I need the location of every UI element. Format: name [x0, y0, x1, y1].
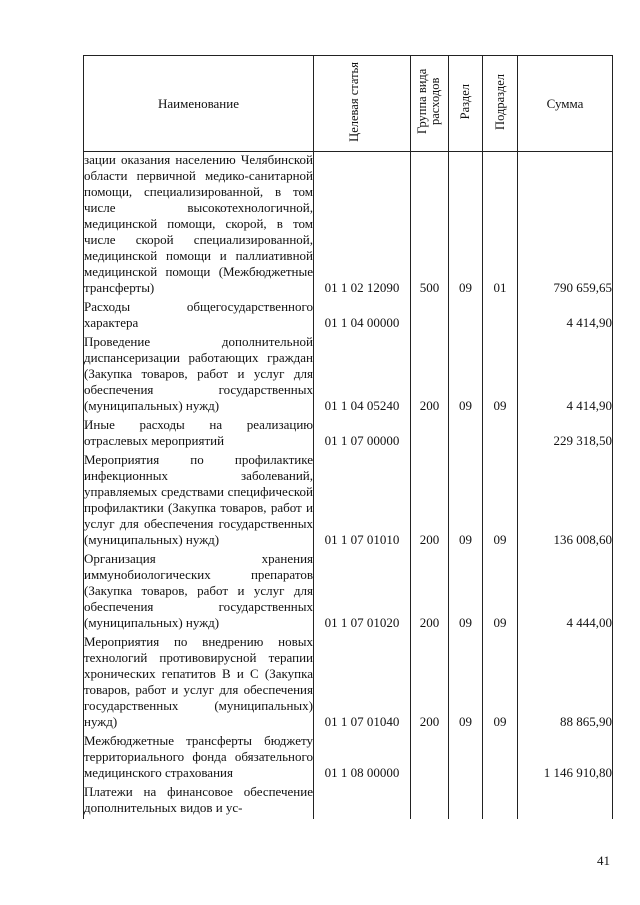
- sum-cell: 1 146 910,80: [518, 733, 613, 784]
- section-cell: 09: [449, 334, 483, 417]
- expense-group-cell: 200: [411, 634, 449, 733]
- target-article-cell: 01 1 07 01010: [314, 452, 411, 551]
- name-cell: [84, 452, 314, 551]
- table-row: [84, 733, 613, 784]
- row-name-text: Иные расходы на реализацию отраслевых мероприятий: [84, 417, 313, 448]
- name-cell: [84, 784, 314, 819]
- name-cell: [84, 299, 314, 334]
- row-name-text: Мероприятия по профилактике инфекционных заболеваний, управляемых средствами специфической профилактики (Закупка товаров, работ и услуг для обеспечения государственных (муниципальных) нужд): [84, 452, 313, 547]
- subsection-cell: 09: [483, 634, 518, 733]
- sum-cell: 4 414,90: [518, 299, 613, 334]
- target-article-cell: 01 1 07 01040: [314, 634, 411, 733]
- table-row: [84, 634, 613, 733]
- sum-cell: 4 414,90: [518, 334, 613, 417]
- header-target-article: Целевая статья: [314, 56, 411, 152]
- target-article-cell: 01 1 08 00000: [314, 733, 411, 784]
- subsection-cell: 09: [483, 452, 518, 551]
- subsection-cell: 09: [483, 551, 518, 634]
- table-row: [84, 334, 613, 417]
- table-row: [84, 784, 613, 819]
- name-cell: [84, 634, 314, 733]
- section-cell: [449, 784, 483, 819]
- header-sum: Сумма: [518, 56, 613, 152]
- name-cell: [84, 334, 314, 417]
- expense-group-cell: 200: [411, 452, 449, 551]
- expense-group-cell: 200: [411, 334, 449, 417]
- sum-cell: 4 444,00: [518, 551, 613, 634]
- row-name-text: Проведение дополнительной диспансеризации работающих граждан (Закупка товаров, работ и услуг для обеспечения государственных (муниципальных) нужд): [84, 334, 313, 413]
- target-article-cell: [314, 784, 411, 819]
- section-cell: 09: [449, 152, 483, 300]
- expense-group-cell: 500: [411, 152, 449, 300]
- header-expense-group: Группа вида расходов: [411, 56, 449, 152]
- table-row: [84, 152, 613, 300]
- target-article-cell: 01 1 07 01020: [314, 551, 411, 634]
- header-name: Наименование: [84, 56, 314, 152]
- target-article-cell: 01 1 07 00000: [314, 417, 411, 452]
- header-subsection: Подраздел: [483, 56, 518, 152]
- name-cell: [84, 733, 314, 784]
- target-article-cell: 01 1 04 05240: [314, 334, 411, 417]
- subsection-cell: 01: [483, 152, 518, 300]
- row-name-text: Платежи на финансовое обеспечение дополнительных видов и ус-: [84, 784, 313, 815]
- name-cell: [84, 551, 314, 634]
- expense-group-cell: [411, 733, 449, 784]
- budget-table: [83, 55, 613, 819]
- subsection-cell: [483, 733, 518, 784]
- sum-cell: 136 008,60: [518, 452, 613, 551]
- header-section: Раздел: [449, 56, 483, 152]
- target-article-cell: 01 1 02 12090: [314, 152, 411, 300]
- expense-group-cell: [411, 299, 449, 334]
- sum-cell: 88 865,90: [518, 634, 613, 733]
- table-row: [84, 299, 613, 334]
- section-cell: [449, 299, 483, 334]
- target-article-cell: 01 1 04 00000: [314, 299, 411, 334]
- section-cell: 09: [449, 551, 483, 634]
- section-cell: 09: [449, 452, 483, 551]
- name-cell: [84, 152, 314, 300]
- expense-group-cell: 200: [411, 551, 449, 634]
- row-name-text: Межбюджетные трансферты бюджету территориального фонда обязательного медицинского страхования: [84, 733, 313, 780]
- subsection-cell: [483, 784, 518, 819]
- section-cell: [449, 417, 483, 452]
- subsection-cell: [483, 299, 518, 334]
- row-name-text: зации оказания населению Челябинской области первичной медико-санитарной помощи, специализированной, в том числе высокотехнологичной, медицинской помощи, скорой, в том числе скорой специализированной, медицинской помощи и паллиативной медицинской помощи (Межбюджетные трансферты): [84, 152, 313, 295]
- section-cell: [449, 733, 483, 784]
- table-row: [84, 417, 613, 452]
- section-cell: 09: [449, 634, 483, 733]
- expense-group-cell: [411, 417, 449, 452]
- subsection-cell: 09: [483, 334, 518, 417]
- row-name-text: Организация хранения иммунобиологических препаратов (Закупка товаров, работ и услуг для обеспечения государственных (муниципальных) нужд): [84, 551, 313, 630]
- sum-cell: 790 659,65: [518, 152, 613, 300]
- expense-group-cell: [411, 784, 449, 819]
- sum-cell: 229 318,50: [518, 417, 613, 452]
- table-row: [84, 452, 613, 551]
- table-header-row: [84, 56, 613, 152]
- row-name-text: Мероприятия по внедрению новых технологий противовирусной терапии хронических гепатитов В и С (Закупка товаров, работ и услуг для обеспечения государственных (муниципальных) нужд): [84, 634, 313, 729]
- sum-cell: [518, 784, 613, 819]
- row-name-text: Расходы общегосударственного характера: [84, 299, 313, 330]
- page-number: 41: [597, 853, 610, 868]
- table-row: [84, 551, 613, 634]
- subsection-cell: [483, 417, 518, 452]
- name-cell: [84, 417, 314, 452]
